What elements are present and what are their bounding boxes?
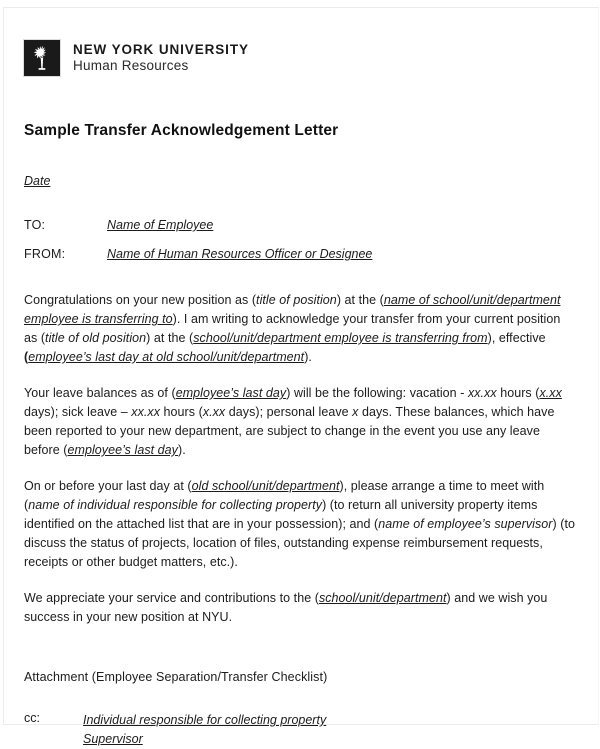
p1-text-4: ) at the (: [146, 331, 194, 345]
p2-text-1: Your leave balances as of (: [24, 386, 176, 400]
paragraph-property-return: [24, 477, 577, 572]
p2-placeholder-last-day-1: employee’s last day: [175, 386, 287, 400]
paragraph-congratulations: [24, 291, 577, 367]
p2-placeholder-vacation-hours: xx.xx: [467, 386, 497, 400]
p1-placeholder-old-department: school/unit/department employee is transferring from: [193, 331, 488, 345]
cc-recipient: Individual responsible for collecting property: [83, 713, 327, 727]
p3-text-1: On or before your last day at (: [24, 479, 192, 493]
footer-block: [24, 670, 578, 749]
paragraph-closing: [24, 589, 577, 627]
p2-placeholder-vacation-days: x.xx: [539, 386, 562, 400]
p2-text-2: ) will be the following: vacation -: [286, 386, 468, 400]
attachment-note: Attachment (Employee Separation/Transfer Checklist): [24, 670, 328, 684]
p3-text-2: ), please arrange a time to meet with (: [24, 479, 545, 512]
to-label: TO:: [24, 218, 46, 232]
p1-placeholder-last-day: employee’s last day at old school/unit/department: [28, 350, 305, 364]
p2-text-7: days. These balances, which have been reported to your new department, are subject to change in the event you use any leave before (: [24, 405, 555, 457]
p2-text-6: days); personal leave: [225, 405, 353, 419]
cc-recipient-list: [83, 711, 326, 749]
to-row: [24, 218, 578, 232]
letterhead: [24, 40, 578, 76]
nyu-torch-icon: [24, 40, 60, 76]
cc-block: [24, 711, 578, 749]
date-placeholder: Date: [24, 174, 51, 188]
p3-placeholder-old-department: old school/unit/department: [191, 479, 340, 493]
p2-placeholder-last-day-2: employee’s last day: [67, 443, 178, 457]
from-row: [24, 247, 578, 261]
p2-placeholder-sick-hours: xx.xx: [131, 405, 161, 419]
to-value: Name of Employee: [107, 218, 214, 232]
p4-text-1: We appreciate your service and contributions to the (: [24, 591, 319, 605]
p3-text-4: ) (to discuss the status of projects, location of files, outstanding expense reimbursement requests, receipts or other budget matters, etc.).: [24, 517, 575, 569]
p3-placeholder-supervisor: name of employee’s supervisor: [378, 517, 553, 531]
p1-text-6: ).: [304, 350, 312, 364]
cc-label: cc:: [24, 711, 40, 725]
nyu-wordmark: [73, 42, 249, 74]
p1-text-3: ). I am writing to acknowledge your transfer from your current position as (: [24, 312, 561, 345]
p1-heavy-paren: (: [24, 350, 29, 364]
p1-placeholder-new-department: name of school/unit/department employee is transferring to: [24, 293, 561, 326]
cc-recipient: Supervisor: [83, 732, 143, 746]
p2-text-5: hours (: [160, 405, 203, 419]
date-field-wrapper: [24, 172, 578, 218]
p2-placeholder-personal-days: x: [352, 405, 359, 419]
department-name: Human Resources: [73, 58, 189, 73]
p2-text-3: hours (: [496, 386, 540, 400]
p3-placeholder-property-contact: name of individual responsible for collecting property: [28, 498, 323, 512]
from-label: FROM:: [24, 247, 66, 261]
p1-placeholder-title-of-position: title of position: [256, 293, 337, 307]
p1-text-2: ) at the (: [336, 293, 384, 307]
addressing-block: [24, 218, 578, 261]
paragraph-leave-balances: [24, 384, 577, 460]
p2-text-8: ).: [178, 443, 186, 457]
p2-placeholder-sick-days: x.xx: [202, 405, 226, 419]
p1-placeholder-old-position: title of old position: [45, 331, 147, 345]
from-value: Name of Human Resources Officer or Designee: [107, 247, 373, 261]
p2-text-4: days); sick leave –: [24, 405, 132, 419]
p3-text-3: ) (to return all university property items identified on the attached list that are in your possession); and (: [24, 498, 538, 531]
document-title: Sample Transfer Acknowledgement Letter: [24, 122, 339, 139]
p1-text-5: ), effective: [487, 331, 546, 345]
p4-placeholder-department: school/unit/department: [318, 591, 447, 605]
p1-text-1: Congratulations on your new position as (: [24, 293, 257, 307]
organization-name: NEW YORK UNIVERSITY: [73, 42, 249, 58]
p4-text-2: ) and we wish you success in your new position at NYU.: [24, 591, 548, 624]
